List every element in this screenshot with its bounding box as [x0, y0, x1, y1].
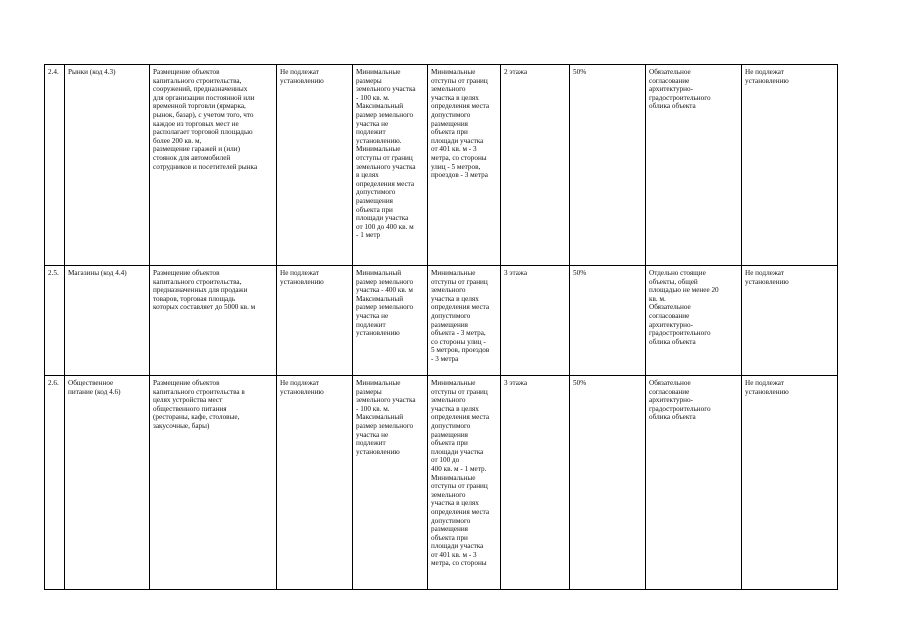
special-conditions: Обязательное согласование архитектурно- градостроительного облика объекта [646, 376, 742, 590]
special-conditions: Отдельно стоящие объекты, общей площадью не менее 20 кв. м. Обязательное согласование архитектурно- градостроительного облика объекта [646, 266, 742, 376]
table-row [45, 376, 838, 590]
use-type-name: Магазины (код 4.4) [65, 266, 150, 376]
use-description: Размещение объектов капитального строительства, сооружений, предназначенных для организации постоянной или временной торговли (ярмарка, рынок, базар), с учетом того, что каждое из торговых мест не располагает торговой площадью более 200 кв. м, размещение гаражей и (или) стоянок для автомобилей сотрудников и посетителей рынка [150, 65, 277, 266]
special-conditions: Обязательное согласование архитектурно- градостроительного облика объекта [646, 65, 742, 266]
table-row [45, 65, 838, 266]
use-type-name: Рынки (код 4.3) [65, 65, 150, 266]
limit-note: Не подлежат установлению [277, 65, 353, 266]
zoning-regulations-table [44, 64, 838, 590]
use-restrictions: Не подлежат установлению [742, 65, 838, 266]
setback-limits: Минимальные отступы от границ земельного участка в целях определения места допустимого размещения объекта при площади участка от 100 до 400 кв. м - 1 метр. Минимальные отступы от границ земельного участка в целях определения места допустимого размещения объекта при площади участка от 401 кв. м - 3 метра, со стороны [428, 376, 501, 590]
max-floors: 2 этажа [501, 65, 570, 266]
limit-note: Не подлежат установлению [277, 376, 353, 590]
plot-size-limits: Минимальные размеры земельного участка - 100 кв. м. Максимальный размер земельного участка не подлежит установлению [353, 376, 428, 590]
use-type-name: Общественное питание (код 4.6) [65, 376, 150, 590]
max-coverage: 50% [570, 266, 646, 376]
use-description: Размещение объектов капитального строительства в целях устройства мест общественного питания (рестораны, кафе, столовые, закусочные, бары) [150, 376, 277, 590]
plot-size-limits: Минимальные размеры земельного участка - 100 кв. м. Максимальный размер земельного участка не подлежит установлению. Минимальные отступы от границ земельного участка в целях определения места допустимого размещения объекта при площади участка от 100 до 400 кв. м - 1 метр [353, 65, 428, 266]
max-coverage: 50% [570, 376, 646, 590]
use-restrictions: Не подлежат установлению [742, 376, 838, 590]
use-restrictions: Не подлежат установлению [742, 266, 838, 376]
max-floors: 3 этажа [501, 376, 570, 590]
table-row [45, 266, 838, 376]
max-floors: 3 этажа [501, 266, 570, 376]
max-coverage: 50% [570, 65, 646, 266]
use-description: Размещение объектов капитального строительства, предназначенных для продажи товаров, торговая площадь которых составляет до 5000 кв. м [150, 266, 277, 376]
setback-limits: Минимальные отступы от границ земельного участка в целях определения места допустимого размещения объекта - 3 метра, со стороны улиц - 5 метров, проездов - 3 метра [428, 266, 501, 376]
setback-limits: Минимальные отступы от границ земельного участка в целях определения места допустимого размещения объекта при площади участка от 401 кв. м - 3 метра, со стороны улиц - 5 метров, проездов - 3 метра [428, 65, 501, 266]
limit-note: Не подлежат установлению [277, 266, 353, 376]
plot-size-limits: Минимальный размер земельного участка - 400 кв. м Максимальный размер земельного участка не подлежит установлению [353, 266, 428, 376]
row-number: 2.5. [45, 266, 65, 376]
row-number: 2.6. [45, 376, 65, 590]
row-number: 2.4. [45, 65, 65, 266]
